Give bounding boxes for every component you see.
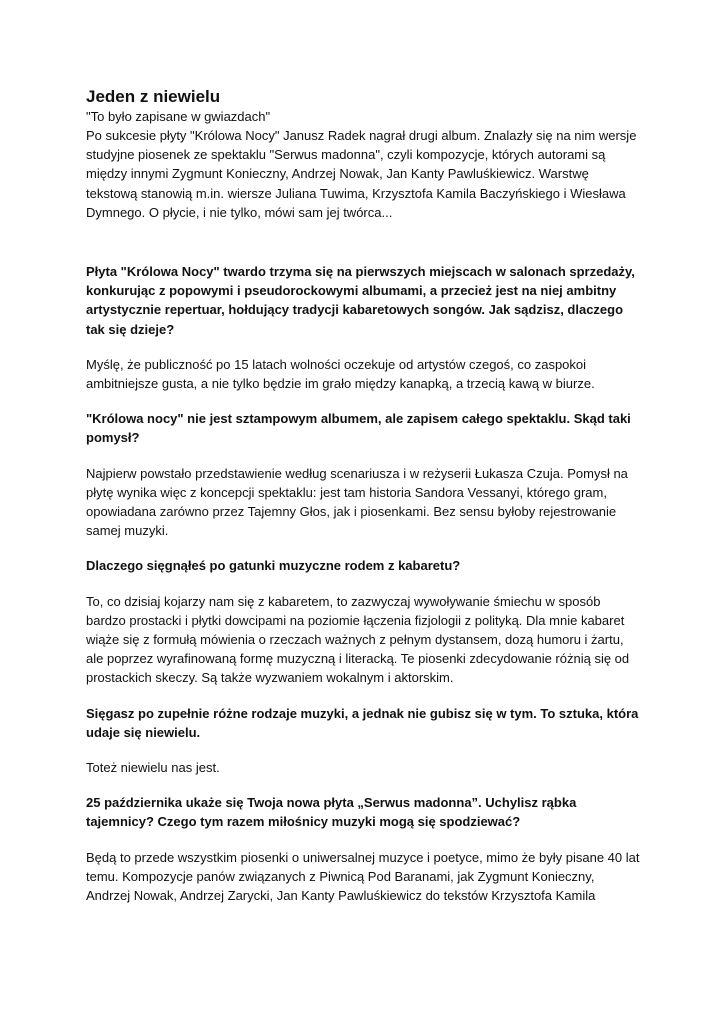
answer-1: Myślę, że publiczność po 15 latach wolności oczekuje od artystów czegoś, co zaspokoi ambitniejsze gusta, a nie tylko będzie im grało między kanapką, a trzecią kawą w biurze. [86, 356, 595, 392]
question-1: Płyta "Królowa Nocy" twardo trzyma się na pierwszych miejscach w salonach sprzedaży, konkurując z popowymi i pseudorockowymi albumami, a przecież jest na niej ambitny artystycznie repertuar, hołdujący tradycji kabaretowych songów. Jak sądzisz, dlaczego tak się dzieje? [86, 264, 635, 337]
article-subtitle: "To było zapisane w gwiazdach" [86, 109, 271, 124]
article-title: Jeden z niewielu [86, 87, 221, 106]
question-2: "Królowa nocy" nie jest sztampowym albumem, ale zapisem całego spektaklu. Skąd taki pomysł? [86, 411, 631, 446]
question-4: Sięgasz po zupełnie różne rodzaje muzyki, a jednak nie gubisz się w tym. To sztuka, która udaje się niewielu. [86, 705, 639, 740]
question-5: 25 października ukaże się Twoja nowa płyta „Serwus madonna”. Uchylisz rąbka tajemnicy? Czego tym razem miłośnicy muzyki mogą się spodziewać? [86, 795, 577, 830]
question-3: Dlaczego sięgnąłeś po gatunki muzyczne rodem z kabaretu? [86, 558, 461, 574]
intro-paragraph: Po sukcesie płyty "Królowa Nocy" Janusz Radek nagrał drugi album. Znalazły się na nim wersje studyjne piosenek ze spektaklu "Serwus madonna", czyli kompozycje, których autorami są między innymi Zygmunt Konieczny, Andrzej Nowak, Jan Kanty Pawluśkiewicz. Warstwę tekstową stanowią m.in. wiersze Juliana Tuwima, Krzysztofa Kamila Baczyńskiego i Wiesława Dymnego. O płycie, i nie tylko, mówi sam jej twórca... [86, 128, 637, 220]
document-page [86, 86, 641, 905]
answer-4: Toteż niewielu nas jest. [86, 760, 220, 776]
answer-5: Będą to przede wszystkim piosenki o uniwersalnej muzyce i poetyce, mimo że były pisane 40 lat temu. Kompozycje panów związanych z Piwnicą Pod Baranami, jak Zygmunt Konieczny, Andrzej Nowak, Andrzej Zarycki, Jan Kanty Pawluśkiewicz do tekstów Krzysztofa Kamila [86, 849, 640, 904]
answer-2: Najpierw powstało przedstawienie według scenariusza i w reżyserii Łukasza Czuja. Pomysł na płytę wynika więc z koncepcji spektaklu: jest tam historia Sandora Vessanyi, którego gram, opowiadana zarówno przez Tajemny Głos, jak i piosenkami. Bez sensu byłoby rejestrowanie samej muzyki. [86, 465, 628, 539]
answer-3: To, co dzisiaj kojarzy nam się z kabaretem, to zazwyczaj wywoływanie śmiechu w sposób bardzo prostacki i płytki dowcipami na poziomie łączenia fizjologii z polityką. Dla mnie kabaret wiąże się z formułą mówienia o rzeczach ważnych z pełnym dystansem, dozą humoru i żartu, ale poprzez wyrafinowaną formę muzyczną i literacką. Te piosenki zdecydowanie różnią się od prostackich skeczy. Są także wyzwaniem wokalnym i aktorskim. [86, 593, 630, 686]
